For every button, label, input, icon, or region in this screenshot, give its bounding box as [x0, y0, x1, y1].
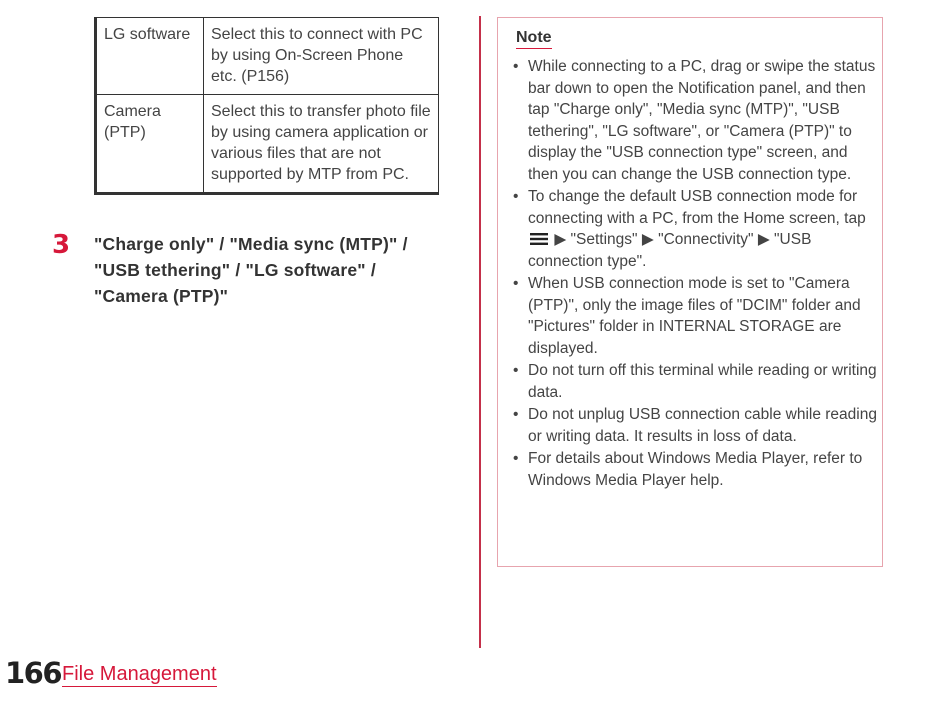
note-item-text: While connecting to a PC, drag or swipe the status bar down to open the Notification panel, and then tap "Charge only", "Media sync (MTP)", "USB tethering", "LG software", or "Camera (PTP)" to display the "USB connection type" screen, and then you can change the USB connection type. [528, 58, 876, 183]
note-item [508, 56, 878, 185]
note-box [497, 17, 883, 567]
bullet: • [513, 362, 519, 379]
bullet: • [513, 58, 519, 75]
mode-description-cell: Select this to connect with PC by using On-Screen Phone etc. (P156) [204, 18, 439, 95]
note-item-text: When USB connection mode is set to "Camera (PTP)", only the image files of "DCIM" folder and "Pictures" folder in INTERNAL STORAGE are displayed. [528, 275, 861, 357]
note-item [508, 404, 878, 447]
note-item-text: ▶ "Settings" ▶ "Connectivity" ▶ "USB connection type". [528, 231, 812, 270]
step-number: 3 [52, 230, 71, 260]
note-item-text: For details about Windows Media Player, refer to Windows Media Player help. [528, 450, 863, 489]
note-item-text: Do not unplug USB connection cable while reading or writing data. It results in loss of data. [528, 406, 877, 445]
usb-mode-table [94, 17, 439, 195]
mode-name-cell: Camera (PTP) [96, 95, 204, 194]
bullet: • [513, 406, 519, 423]
mode-description-cell: Select this to transfer photo file by using camera application or various files that are not supported by MTP from PC. [204, 95, 439, 194]
page-number: 166 [5, 656, 62, 690]
note-item [508, 360, 878, 403]
table-row [96, 18, 439, 95]
bullet: • [513, 275, 519, 292]
step-instruction: "Charge only" / "Media sync (MTP)" / "USB tethering" / "LG software" / "Camera (PTP)" [94, 234, 408, 306]
note-title: Note [516, 28, 552, 49]
column-divider [479, 16, 481, 648]
bullet: • [513, 188, 519, 205]
menu-icon [530, 233, 548, 245]
note-list [508, 56, 878, 492]
table-row [96, 95, 439, 194]
note-item-text: Do not turn off this terminal while reading or writing data. [528, 362, 877, 401]
note-item-text: To change the default USB connection mode for connecting with a PC, from the Home screen, tap [528, 188, 866, 227]
section-link[interactable]: File Management [62, 663, 217, 685]
note-item [508, 273, 878, 359]
note-item [508, 448, 878, 491]
bullet: • [513, 450, 519, 467]
mode-name-cell: LG software [96, 18, 204, 95]
note-item [508, 186, 878, 272]
